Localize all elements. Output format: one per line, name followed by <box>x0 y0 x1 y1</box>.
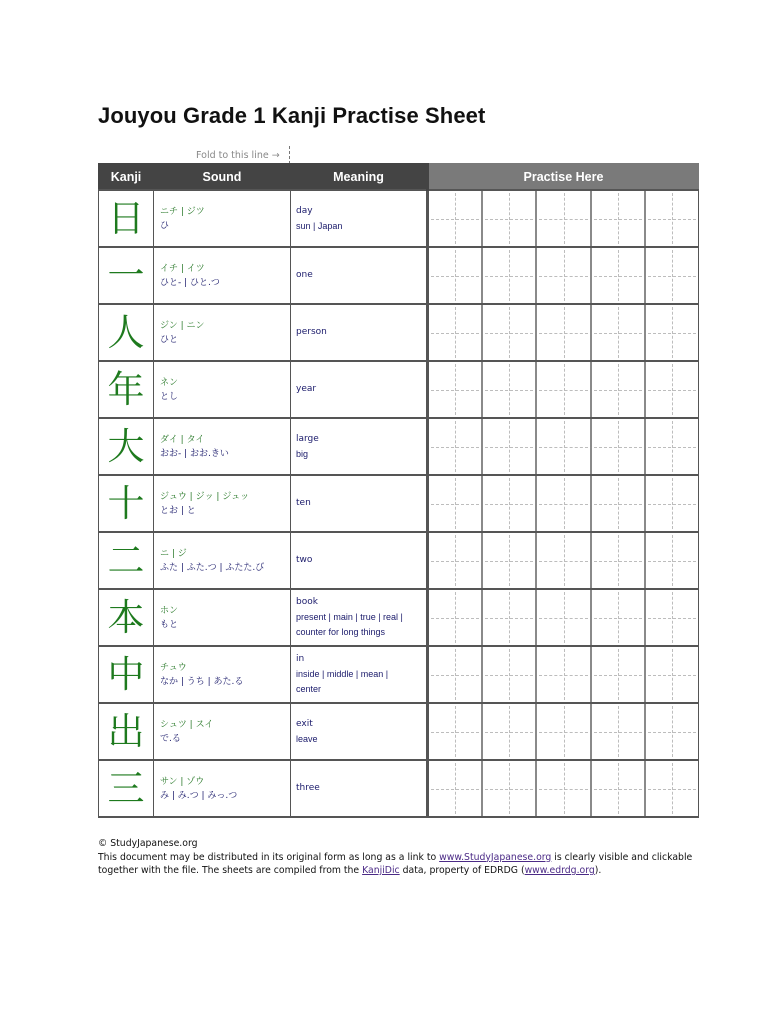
kun-reading: み | み.つ | みっ.つ <box>160 790 238 801</box>
on-reading: シュツ | スイ <box>160 719 214 730</box>
meaning-text: leave <box>296 733 318 744</box>
practice-box[interactable] <box>537 761 591 816</box>
practice-area <box>428 247 699 304</box>
meaning-text: present | main | true | real | <box>296 612 403 622</box>
sound-cell <box>154 703 291 760</box>
practice-box[interactable] <box>592 590 646 645</box>
kanji-table <box>98 163 699 818</box>
practice-box[interactable] <box>483 248 537 303</box>
table-body <box>99 190 699 817</box>
fold-label: Fold to this line → <box>196 150 280 161</box>
header-row <box>99 164 699 191</box>
header-meaning: Meaning <box>291 164 428 191</box>
sound-cell <box>154 760 291 817</box>
meaning-text: person <box>296 327 327 337</box>
kun-reading: とし <box>160 391 179 402</box>
table-row <box>99 646 699 703</box>
practice-box[interactable] <box>429 704 483 759</box>
license-text: together with the file. The sheets are compiled from the <box>98 865 363 876</box>
practice-box[interactable] <box>646 248 698 303</box>
table-row <box>99 475 699 532</box>
practice-box[interactable] <box>537 704 591 759</box>
practice-box[interactable] <box>592 191 646 246</box>
practice-box[interactable] <box>537 248 591 303</box>
meaning-text: center <box>296 684 322 694</box>
meaning-text: in <box>296 654 305 664</box>
kun-reading: なか | うち | あた.る <box>160 676 244 687</box>
on-reading: ネン <box>160 377 179 388</box>
table-row <box>99 361 699 418</box>
license-text: data, property of EDRDG ( <box>399 865 525 876</box>
license-text: is clearly visible and clickable <box>551 851 693 863</box>
practice-box[interactable] <box>483 191 537 246</box>
practice-box[interactable] <box>646 305 698 360</box>
meaning-cell <box>291 703 428 760</box>
on-reading: イチ | イツ <box>160 263 205 274</box>
kanji-character: 中 <box>99 646 154 703</box>
fold-line <box>289 146 290 164</box>
edrdg-link[interactable]: www.edrdg.org <box>524 865 595 876</box>
practice-box[interactable] <box>429 362 483 417</box>
practice-box[interactable] <box>592 533 646 588</box>
license-line-1 <box>98 851 718 865</box>
sound-cell <box>154 190 291 247</box>
meaning-text: counter for long things <box>296 627 386 637</box>
on-reading: ジュウ | ジッ | ジュッ <box>160 491 250 502</box>
kun-reading: ひと- | ひと.つ <box>160 277 220 288</box>
kanjidic-link[interactable]: KanjiDic <box>362 865 400 876</box>
practice-box[interactable] <box>483 647 537 702</box>
kanji-character: 出 <box>99 703 154 760</box>
kun-reading: とお | と <box>160 505 196 516</box>
practice-area <box>428 475 699 532</box>
practice-box[interactable] <box>537 476 591 531</box>
header-sound: Sound <box>154 164 291 191</box>
practice-box[interactable] <box>537 533 591 588</box>
practice-area <box>428 190 699 247</box>
sound-cell <box>154 589 291 646</box>
meaning-text: big <box>296 448 309 459</box>
table-row <box>99 760 699 817</box>
practice-area <box>428 589 699 646</box>
meaning-text: sun | Japan <box>296 220 343 231</box>
kanji-character: 日 <box>99 190 154 247</box>
meaning-text: two <box>296 555 313 565</box>
sound-cell <box>154 646 291 703</box>
kanji-character: 十 <box>99 475 154 532</box>
practice-box[interactable] <box>592 761 646 816</box>
practice-box[interactable] <box>429 248 483 303</box>
table-row <box>99 703 699 760</box>
practice-box[interactable] <box>646 191 698 246</box>
practice-box[interactable] <box>592 419 646 474</box>
license-text: This document may be distributed in its original form as long as a link to <box>98 851 440 863</box>
license-line-2 <box>98 864 718 878</box>
meaning-cell <box>291 304 428 361</box>
kun-reading: で.る <box>160 733 181 744</box>
practice-box[interactable] <box>537 362 591 417</box>
meaning-text: three <box>296 783 320 793</box>
kanji-character: 一 <box>99 247 154 304</box>
practice-box[interactable] <box>483 590 537 645</box>
practice-box[interactable] <box>429 419 483 474</box>
meaning-cell <box>291 190 428 247</box>
kanji-character: 三 <box>99 760 154 817</box>
practice-box[interactable] <box>429 590 483 645</box>
meaning-cell <box>291 532 428 589</box>
practice-box[interactable] <box>646 647 698 702</box>
practice-box[interactable] <box>429 476 483 531</box>
meaning-text: one <box>296 270 313 280</box>
meaning-text: large <box>296 433 319 444</box>
practice-box[interactable] <box>537 647 591 702</box>
license-text: ). <box>594 865 602 876</box>
page-title: Jouyou Grade 1 Kanji Practise Sheet <box>98 103 486 128</box>
on-reading: ホン <box>160 605 179 616</box>
practice-box[interactable] <box>646 590 698 645</box>
sound-cell <box>154 475 291 532</box>
practice-area <box>428 361 699 418</box>
practice-box[interactable] <box>483 704 537 759</box>
practice-area <box>428 532 699 589</box>
meaning-text: inside | middle | mean | <box>296 669 389 679</box>
kun-reading: おお- | おお.きい <box>160 448 229 459</box>
practice-box[interactable] <box>483 533 537 588</box>
practice-box[interactable] <box>592 305 646 360</box>
on-reading: サン | ゾウ <box>160 776 205 787</box>
practice-box[interactable] <box>537 419 591 474</box>
practice-box[interactable] <box>646 533 698 588</box>
practice-box[interactable] <box>429 761 483 816</box>
practice-box[interactable] <box>429 191 483 246</box>
on-reading: ダイ | タイ <box>160 434 205 445</box>
practice-box[interactable] <box>429 305 483 360</box>
practice-box[interactable] <box>537 191 591 246</box>
kun-reading: もと <box>160 619 179 630</box>
practice-box[interactable] <box>646 419 698 474</box>
practice-box[interactable] <box>483 362 537 417</box>
kanji-character: 人 <box>99 304 154 361</box>
practice-box[interactable] <box>483 305 537 360</box>
sound-cell <box>154 532 291 589</box>
meaning-cell <box>291 646 428 703</box>
practice-box[interactable] <box>483 476 537 531</box>
sound-cell <box>154 247 291 304</box>
on-reading: ニ | ジ <box>160 548 187 559</box>
kun-reading: ひ <box>160 220 170 231</box>
practice-box[interactable] <box>429 647 483 702</box>
table-row <box>99 589 699 646</box>
practice-box[interactable] <box>592 362 646 417</box>
kanji-character: 年 <box>99 361 154 418</box>
meaning-cell <box>291 760 428 817</box>
practice-box[interactable] <box>646 761 698 816</box>
meaning-cell <box>291 247 428 304</box>
kun-reading: ひと <box>160 334 179 345</box>
practice-box[interactable] <box>646 476 698 531</box>
studyjapanese-link[interactable]: www.StudyJapanese.org <box>439 851 552 863</box>
sound-cell <box>154 418 291 475</box>
meaning-text: year <box>296 384 317 394</box>
on-reading: ジン | ニン <box>160 320 205 331</box>
meaning-cell <box>291 361 428 418</box>
practice-box[interactable] <box>537 305 591 360</box>
kanji-character: 二 <box>99 532 154 589</box>
practice-box[interactable] <box>592 248 646 303</box>
table-row <box>99 418 699 475</box>
meaning-cell <box>291 475 428 532</box>
meaning-cell <box>291 589 428 646</box>
on-reading: ニチ | ジツ <box>160 206 205 217</box>
table-row <box>99 190 699 247</box>
practice-area <box>428 646 699 703</box>
sound-cell <box>154 361 291 418</box>
on-reading: チュウ <box>160 662 187 673</box>
practice-box[interactable] <box>592 647 646 702</box>
kanji-character: 本 <box>99 589 154 646</box>
practice-box[interactable] <box>592 704 646 759</box>
kun-reading: ふた | ふた.つ | ふたた.び <box>160 562 265 573</box>
practice-box[interactable] <box>592 476 646 531</box>
practice-area <box>428 760 699 817</box>
practice-box[interactable] <box>646 704 698 759</box>
meaning-text: book <box>296 597 318 607</box>
practice-box[interactable] <box>429 533 483 588</box>
sound-cell <box>154 304 291 361</box>
table-row <box>99 304 699 361</box>
meaning-text: day <box>296 205 313 216</box>
practice-box[interactable] <box>537 590 591 645</box>
meaning-text: exit <box>296 718 313 729</box>
table-row <box>99 247 699 304</box>
practice-area <box>428 418 699 475</box>
practice-area <box>428 304 699 361</box>
header-kanji: Kanji <box>99 164 154 191</box>
footer <box>98 837 718 878</box>
practice-box[interactable] <box>483 761 537 816</box>
practice-box[interactable] <box>646 362 698 417</box>
meaning-text: ten <box>296 498 311 508</box>
practice-area <box>428 703 699 760</box>
kanji-character: 大 <box>99 418 154 475</box>
copyright-text: © StudyJapanese.org <box>98 838 198 849</box>
meaning-cell <box>291 418 428 475</box>
header-practice: Practise Here <box>428 164 699 191</box>
table-row <box>99 532 699 589</box>
practice-box[interactable] <box>483 419 537 474</box>
